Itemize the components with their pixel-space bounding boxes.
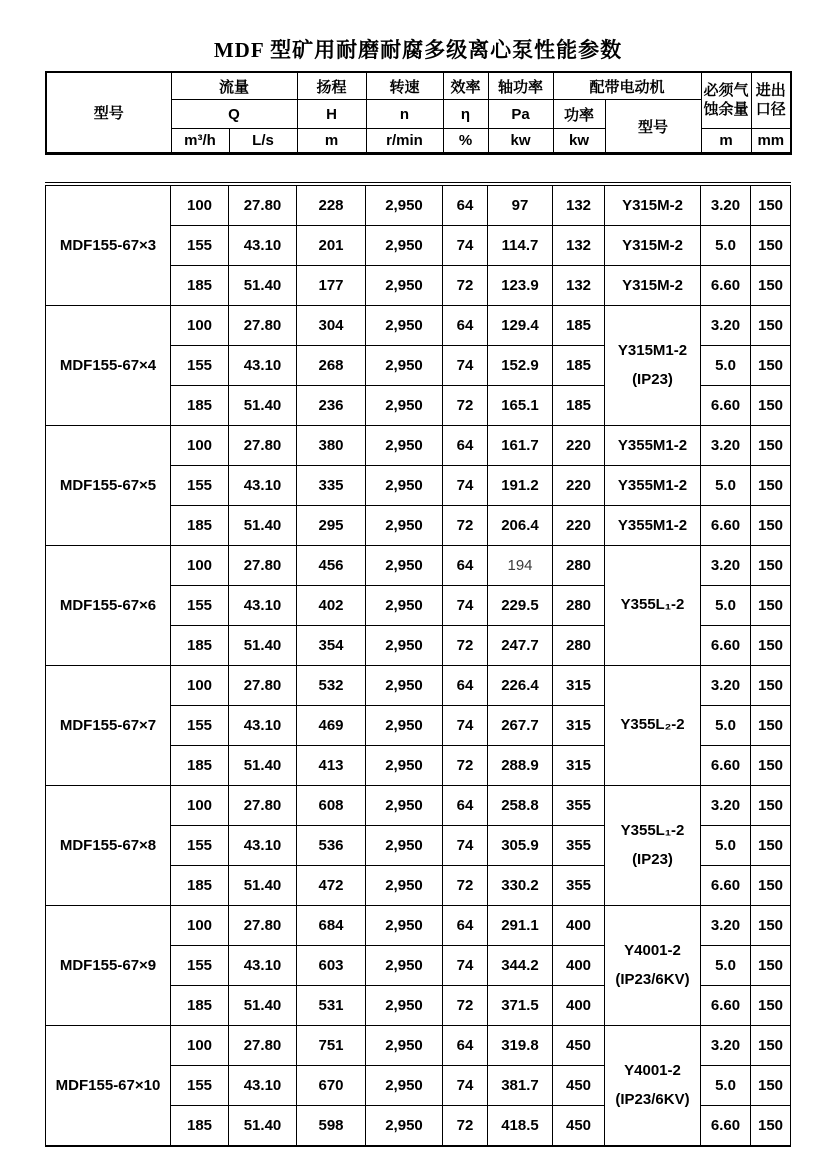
motor-power-cell: 400 [553, 906, 605, 946]
flow-m3h-cell: 155 [171, 226, 229, 266]
motor-power-cell: 280 [553, 586, 605, 626]
speed-cell: 2,950 [366, 826, 443, 866]
flow-ls-cell: 51.40 [229, 1106, 297, 1147]
flow-m3h-cell: 100 [171, 1026, 229, 1066]
efficiency-cell: 64 [443, 306, 488, 346]
efficiency-cell: 72 [443, 626, 488, 666]
motor-model-cell [605, 666, 701, 786]
motor-model-cell: Y355M1-2 [605, 506, 701, 546]
header-table [45, 71, 792, 155]
npsh-cell: 5.0 [701, 346, 751, 386]
motor-power-cell: 315 [553, 746, 605, 786]
model-column-header: 型号 [46, 72, 171, 154]
shaft-power-cell: 330.2 [488, 866, 553, 906]
motor-power-cell: 132 [553, 184, 605, 226]
npsh-cell: 5.0 [701, 826, 751, 866]
speed-cell: 2,950 [366, 706, 443, 746]
flow-m3h-cell: 185 [171, 746, 229, 786]
efficiency-cell: 74 [443, 1066, 488, 1106]
flow-m3h-cell: 100 [171, 906, 229, 946]
speed-cell: 2,950 [366, 1066, 443, 1106]
motor-header: 配带电动机 [553, 72, 701, 100]
port-diameter-cell: 150 [751, 706, 791, 746]
port-diameter-cell: 150 [751, 466, 791, 506]
speed-cell: 2,950 [366, 266, 443, 306]
shaft-power-cell: 305.9 [488, 826, 553, 866]
port-diameter-cell: 150 [751, 426, 791, 466]
flow-unit-ls: L/s [229, 129, 297, 154]
efficiency-cell: 72 [443, 986, 488, 1026]
motor-power-cell: 185 [553, 346, 605, 386]
flow-ls-cell: 51.40 [229, 266, 297, 306]
port-diameter-cell: 150 [751, 506, 791, 546]
shaft-power-cell: 288.9 [488, 746, 553, 786]
port-unit: mm [751, 129, 791, 154]
head-cell: 608 [297, 786, 366, 826]
motor-model-cell: Y355M1-2 [605, 426, 701, 466]
flow-ls-cell: 27.80 [229, 184, 297, 226]
motor-model-line: (IP23/6KV) [615, 1090, 690, 1108]
efficiency-symbol: η [443, 100, 488, 129]
motor-model-header: 型号 [605, 100, 701, 154]
port-diameter-cell: 150 [751, 184, 791, 226]
npsh-cell: 3.20 [701, 306, 751, 346]
efficiency-cell: 64 [443, 426, 488, 466]
speed-cell: 2,950 [366, 506, 443, 546]
npsh-cell: 6.60 [701, 746, 751, 786]
flow-unit-m3h: m³/h [171, 129, 229, 154]
flow-ls-cell: 43.10 [229, 826, 297, 866]
motor-model-cell [605, 546, 701, 666]
shaft-power-cell: 267.7 [488, 706, 553, 746]
npsh-cell: 6.60 [701, 986, 751, 1026]
speed-cell: 2,950 [366, 626, 443, 666]
flow-ls-cell: 27.80 [229, 1026, 297, 1066]
head-cell: 531 [297, 986, 366, 1026]
efficiency-cell: 74 [443, 826, 488, 866]
speed-header: 转速 [366, 72, 443, 100]
motor-model-line: (IP23) [632, 370, 673, 388]
port-diameter-cell: 150 [751, 866, 791, 906]
port-diameter-cell: 150 [751, 546, 791, 586]
motor-model-cell [605, 906, 701, 1026]
flow-ls-cell: 43.10 [229, 586, 297, 626]
motor-power-cell: 450 [553, 1106, 605, 1147]
speed-cell: 2,950 [366, 466, 443, 506]
pump-model-cell: MDF155-67×6 [46, 546, 171, 666]
head-header: 扬程 [297, 72, 366, 100]
shaft-power-cell: 319.8 [488, 1026, 553, 1066]
data-row [46, 546, 791, 586]
flow-ls-cell: 43.10 [229, 226, 297, 266]
npsh-cell: 3.20 [701, 546, 751, 586]
head-cell: 335 [297, 466, 366, 506]
pump-model-cell: MDF155-67×3 [46, 184, 171, 306]
npsh-cell: 6.60 [701, 626, 751, 666]
npsh-cell: 6.60 [701, 386, 751, 426]
flow-m3h-cell: 155 [171, 826, 229, 866]
pump-model-cell: MDF155-67×9 [46, 906, 171, 1026]
flow-m3h-cell: 185 [171, 266, 229, 306]
efficiency-cell: 72 [443, 866, 488, 906]
efficiency-cell: 74 [443, 586, 488, 626]
data-row [46, 1026, 791, 1066]
motor-power-cell: 185 [553, 386, 605, 426]
head-cell: 532 [297, 666, 366, 706]
flow-m3h-cell: 185 [171, 506, 229, 546]
port-diameter-cell: 150 [751, 586, 791, 626]
efficiency-header: 效率 [443, 72, 488, 100]
motor-model-cell [605, 1026, 701, 1147]
shaft-power-cell: 371.5 [488, 986, 553, 1026]
port-header-line2: 口径 [755, 100, 786, 118]
head-cell: 201 [297, 226, 366, 266]
npsh-cell: 5.0 [701, 946, 751, 986]
flow-m3h-cell: 100 [171, 426, 229, 466]
efficiency-cell: 64 [443, 1026, 488, 1066]
head-cell: 472 [297, 866, 366, 906]
efficiency-cell: 72 [443, 266, 488, 306]
efficiency-cell: 64 [443, 786, 488, 826]
head-cell: 684 [297, 906, 366, 946]
efficiency-cell: 72 [443, 1106, 488, 1147]
flow-m3h-cell: 185 [171, 986, 229, 1026]
port-diameter-cell: 150 [751, 1066, 791, 1106]
speed-cell: 2,950 [366, 306, 443, 346]
port-diameter-cell: 150 [751, 746, 791, 786]
flow-ls-cell: 51.40 [229, 626, 297, 666]
flow-ls-cell: 27.80 [229, 426, 297, 466]
shaft-power-cell: 97 [488, 184, 553, 226]
speed-cell: 2,950 [366, 386, 443, 426]
data-table [45, 182, 791, 1147]
port-diameter-cell: 150 [751, 986, 791, 1026]
speed-cell: 2,950 [366, 746, 443, 786]
motor-power-cell: 185 [553, 306, 605, 346]
port-diameter-cell: 150 [751, 626, 791, 666]
npsh-cell: 3.20 [701, 1026, 751, 1066]
flow-m3h-cell: 155 [171, 586, 229, 626]
port-diameter-cell: 150 [751, 346, 791, 386]
speed-cell: 2,950 [366, 986, 443, 1026]
motor-power-cell: 220 [553, 426, 605, 466]
efficiency-cell: 64 [443, 546, 488, 586]
speed-cell: 2,950 [366, 866, 443, 906]
pump-model-cell: MDF155-67×4 [46, 306, 171, 426]
motor-power-cell: 450 [553, 1066, 605, 1106]
flow-ls-cell: 51.40 [229, 386, 297, 426]
motor-power-header: 功率 [553, 100, 605, 129]
efficiency-cell: 72 [443, 506, 488, 546]
npsh-cell: 3.20 [701, 786, 751, 826]
head-cell: 603 [297, 946, 366, 986]
speed-cell: 2,950 [366, 1026, 443, 1066]
shaft-power-cell: 291.1 [488, 906, 553, 946]
port-diameter-cell: 150 [751, 266, 791, 306]
head-cell: 177 [297, 266, 366, 306]
head-cell: 236 [297, 386, 366, 426]
motor-model-line: Y4001-2 [624, 1062, 681, 1079]
flow-ls-cell: 43.10 [229, 706, 297, 746]
motor-model-cell: Y315M-2 [605, 226, 701, 266]
flow-m3h-cell: 155 [171, 946, 229, 986]
shaft-power-cell: 191.2 [488, 466, 553, 506]
flow-m3h-cell: 185 [171, 1106, 229, 1147]
head-cell: 413 [297, 746, 366, 786]
motor-power-cell: 400 [553, 986, 605, 1026]
efficiency-cell: 74 [443, 346, 488, 386]
motor-model-line: Y315M1-2 [617, 342, 688, 359]
flow-m3h-cell: 185 [171, 626, 229, 666]
head-symbol: H [297, 100, 366, 129]
flow-ls-cell: 43.10 [229, 346, 297, 386]
head-cell: 456 [297, 546, 366, 586]
npsh-cell: 3.20 [701, 666, 751, 706]
motor-model-line: Y355L₁-2 [620, 822, 685, 839]
shaft-power-cell: 247.7 [488, 626, 553, 666]
pump-model-cell: MDF155-67×10 [46, 1026, 171, 1147]
motor-model-cell [605, 306, 701, 426]
shaft-power-cell: 165.1 [488, 386, 553, 426]
npsh-cell: 5.0 [701, 706, 751, 746]
port-diameter-cell: 150 [751, 226, 791, 266]
shaft-power-cell: 344.2 [488, 946, 553, 986]
page-title: MDF 型矿用耐磨耐腐多级离心泵性能参数 [213, 38, 623, 62]
npsh-cell: 6.60 [701, 506, 751, 546]
speed-symbol: n [366, 100, 443, 129]
flow-ls-cell: 27.80 [229, 666, 297, 706]
npsh-cell: 6.60 [701, 1106, 751, 1147]
efficiency-unit: % [443, 129, 488, 154]
flow-ls-cell: 51.40 [229, 746, 297, 786]
port-diameter-cell: 150 [751, 826, 791, 866]
motor-power-cell: 132 [553, 266, 605, 306]
head-cell: 304 [297, 306, 366, 346]
motor-power-cell: 450 [553, 1026, 605, 1066]
port-diameter-cell: 150 [751, 306, 791, 346]
head-cell: 228 [297, 184, 366, 226]
npsh-header [701, 72, 751, 129]
flow-ls-cell: 27.80 [229, 906, 297, 946]
flow-ls-cell: 43.10 [229, 1066, 297, 1106]
motor-model-cell [605, 786, 701, 906]
pump-model-cell: MDF155-67×7 [46, 666, 171, 786]
speed-cell: 2,950 [366, 346, 443, 386]
motor-model-cell: Y355M1-2 [605, 466, 701, 506]
flow-symbol: Q [171, 100, 297, 129]
shaft-power-cell: 258.8 [488, 786, 553, 826]
shaft-power-cell: 229.5 [488, 586, 553, 626]
head-cell: 469 [297, 706, 366, 746]
head-cell: 402 [297, 586, 366, 626]
flow-ls-cell: 27.80 [229, 306, 297, 346]
speed-cell: 2,950 [366, 426, 443, 466]
shaft-power-cell: 418.5 [488, 1106, 553, 1147]
motor-power-cell: 355 [553, 826, 605, 866]
head-cell: 354 [297, 626, 366, 666]
motor-power-cell: 220 [553, 506, 605, 546]
npsh-cell: 5.0 [701, 586, 751, 626]
flow-m3h-cell: 155 [171, 466, 229, 506]
flow-m3h-cell: 155 [171, 706, 229, 746]
shaft-power-cell: 206.4 [488, 506, 553, 546]
speed-cell: 2,950 [366, 586, 443, 626]
flow-ls-cell: 27.80 [229, 546, 297, 586]
data-row [46, 786, 791, 826]
header-row-1 [46, 72, 791, 100]
port-diameter-cell: 150 [751, 786, 791, 826]
motor-model-line: Y4001-2 [624, 942, 681, 959]
efficiency-cell: 64 [443, 666, 488, 706]
npsh-cell: 5.0 [701, 1066, 751, 1106]
efficiency-cell: 64 [443, 906, 488, 946]
shaft-power-header: 轴功率 [488, 72, 553, 100]
speed-cell: 2,950 [366, 786, 443, 826]
efficiency-cell: 74 [443, 466, 488, 506]
flow-m3h-cell: 100 [171, 666, 229, 706]
speed-cell: 2,950 [366, 184, 443, 226]
npsh-cell: 6.60 [701, 866, 751, 906]
flow-m3h-cell: 100 [171, 306, 229, 346]
npsh-cell: 3.20 [701, 184, 751, 226]
motor-power-cell: 315 [553, 706, 605, 746]
speed-cell: 2,950 [366, 666, 443, 706]
head-cell: 670 [297, 1066, 366, 1106]
data-row [46, 306, 791, 346]
flow-ls-cell: 51.40 [229, 866, 297, 906]
shaft-power-cell: 194 [488, 546, 553, 586]
motor-power-cell: 220 [553, 466, 605, 506]
motor-model-line: (IP23/6KV) [615, 970, 690, 988]
speed-unit: r/min [366, 129, 443, 154]
npsh-cell: 5.0 [701, 466, 751, 506]
speed-cell: 2,950 [366, 946, 443, 986]
shaft-power-cell: 114.7 [488, 226, 553, 266]
speed-cell: 2,950 [366, 1106, 443, 1147]
port-diameter-cell: 150 [751, 906, 791, 946]
npsh-header-line2: 蚀余量 [703, 100, 749, 118]
pump-model-cell: MDF155-67×8 [46, 786, 171, 906]
motor-power-cell: 315 [553, 666, 605, 706]
shaft-power-cell: 129.4 [488, 306, 553, 346]
flow-m3h-cell: 185 [171, 386, 229, 426]
data-row [46, 426, 791, 466]
motor-model-line: (IP23) [632, 850, 673, 868]
speed-cell: 2,950 [366, 546, 443, 586]
data-row [46, 184, 791, 226]
flow-m3h-cell: 155 [171, 1066, 229, 1106]
motor-power-cell: 355 [553, 786, 605, 826]
flow-ls-cell: 43.10 [229, 946, 297, 986]
data-row [46, 666, 791, 706]
efficiency-cell: 72 [443, 746, 488, 786]
efficiency-cell: 64 [443, 184, 488, 226]
motor-model-line: Y355L₂-2 [620, 716, 685, 734]
flow-header: 流量 [171, 72, 297, 100]
motor-model-cell: Y315M-2 [605, 266, 701, 306]
head-cell: 295 [297, 506, 366, 546]
flow-ls-cell: 43.10 [229, 466, 297, 506]
shaft-power-cell: 123.9 [488, 266, 553, 306]
port-diameter-cell: 150 [751, 946, 791, 986]
port-diameter-cell: 150 [751, 1106, 791, 1147]
motor-power-cell: 400 [553, 946, 605, 986]
port-header-line1: 进出 [755, 81, 786, 99]
flow-ls-cell: 51.40 [229, 506, 297, 546]
data-row [46, 906, 791, 946]
npsh-cell: 3.20 [701, 426, 751, 466]
motor-power-unit: kw [553, 129, 605, 154]
motor-power-cell: 355 [553, 866, 605, 906]
shaft-power-cell: 152.9 [488, 346, 553, 386]
efficiency-cell: 74 [443, 226, 488, 266]
flow-ls-cell: 27.80 [229, 786, 297, 826]
shaft-power-unit: kw [488, 129, 553, 154]
motor-power-cell: 132 [553, 226, 605, 266]
efficiency-cell: 72 [443, 386, 488, 426]
head-cell: 598 [297, 1106, 366, 1147]
port-diameter-cell: 150 [751, 386, 791, 426]
pump-model-cell: MDF155-67×5 [46, 426, 171, 546]
flow-m3h-cell: 100 [171, 184, 229, 226]
npsh-cell: 6.60 [701, 266, 751, 306]
port-header [751, 72, 791, 129]
shaft-power-cell: 226.4 [488, 666, 553, 706]
shaft-power-symbol: Pa [488, 100, 553, 129]
motor-model-line: Y355L₁-2 [620, 596, 685, 614]
head-cell: 536 [297, 826, 366, 866]
motor-power-cell: 280 [553, 546, 605, 586]
head-unit: m [297, 129, 366, 154]
speed-cell: 2,950 [366, 226, 443, 266]
head-cell: 380 [297, 426, 366, 466]
head-cell: 268 [297, 346, 366, 386]
efficiency-cell: 74 [443, 946, 488, 986]
flow-ls-cell: 51.40 [229, 986, 297, 1026]
shaft-power-cell: 381.7 [488, 1066, 553, 1106]
port-diameter-cell: 150 [751, 1026, 791, 1066]
flow-m3h-cell: 185 [171, 866, 229, 906]
npsh-cell: 5.0 [701, 226, 751, 266]
npsh-cell: 3.20 [701, 906, 751, 946]
motor-model-cell: Y315M-2 [605, 184, 701, 226]
flow-m3h-cell: 100 [171, 786, 229, 826]
npsh-unit: m [701, 129, 751, 154]
shaft-power-cell: 161.7 [488, 426, 553, 466]
document-content [45, 34, 791, 1147]
efficiency-cell: 74 [443, 706, 488, 746]
data-table-body [46, 184, 791, 1146]
port-diameter-cell: 150 [751, 666, 791, 706]
motor-power-cell: 280 [553, 626, 605, 666]
flow-m3h-cell: 100 [171, 546, 229, 586]
flow-m3h-cell: 155 [171, 346, 229, 386]
head-cell: 751 [297, 1026, 366, 1066]
npsh-header-line1: 必须气 [703, 81, 749, 99]
speed-cell: 2,950 [366, 906, 443, 946]
